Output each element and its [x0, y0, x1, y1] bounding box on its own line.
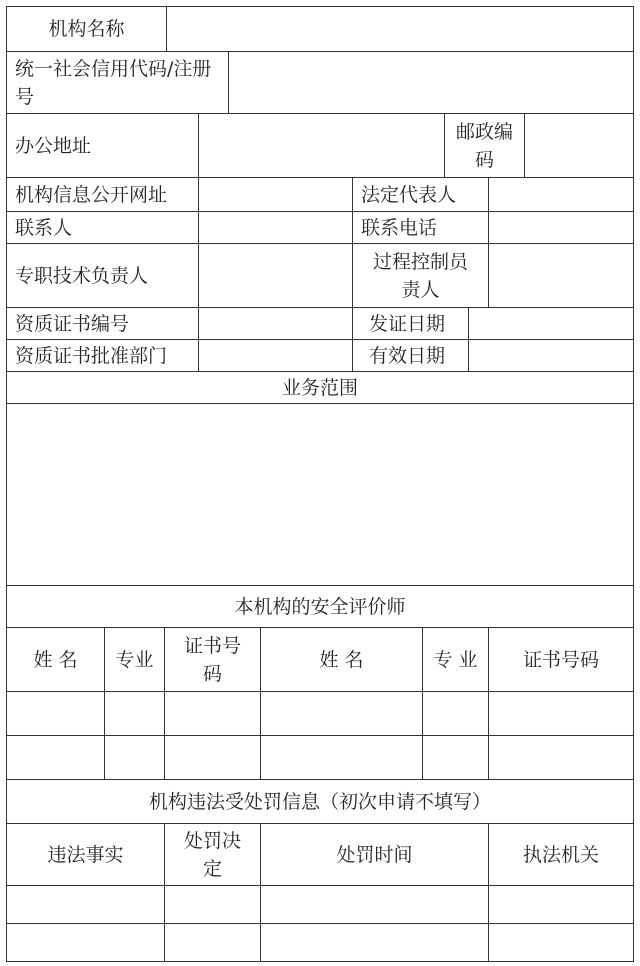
credit-code-label: 统一社会信用代码/注册号: [7, 52, 229, 114]
assessor-cell[interactable]: [489, 736, 633, 780]
assessors-title: 本机构的安全评价师: [7, 586, 633, 628]
valid-date-value[interactable]: [469, 340, 633, 372]
penalty-cell[interactable]: [7, 924, 165, 961]
assessor-col-major: 专业: [105, 628, 165, 692]
valid-date-label: 有效日期: [353, 340, 469, 372]
org-name-value[interactable]: [167, 7, 633, 52]
process-control-value[interactable]: [489, 244, 633, 308]
contact-label: 联系人: [7, 212, 199, 244]
business-scope-title: 业务范围: [7, 372, 633, 404]
approval-dept-value[interactable]: [199, 340, 353, 372]
postal-code-label: 邮政编码: [445, 114, 525, 178]
penalty-col-decision: 处罚决定: [165, 824, 261, 886]
assessor-cell[interactable]: [105, 736, 165, 780]
assessor-cell[interactable]: [105, 692, 165, 736]
office-address-value[interactable]: [199, 114, 445, 178]
assessor-col-cert-no-2: 证书号码: [489, 628, 633, 692]
penalty-cell[interactable]: [165, 886, 261, 924]
phone-label: 联系电话: [353, 212, 489, 244]
penalty-cell[interactable]: [165, 924, 261, 961]
penalty-cell[interactable]: [489, 924, 633, 961]
penalty-col-time: 处罚时间: [261, 824, 489, 886]
org-name-label: 机构名称: [7, 7, 167, 52]
legal-rep-value[interactable]: [489, 178, 633, 212]
penalty-cell[interactable]: [7, 886, 165, 924]
assessor-cell[interactable]: [165, 692, 261, 736]
registration-form: [6, 6, 634, 962]
website-label: 机构信息公开网址: [7, 178, 199, 212]
assessor-cell[interactable]: [261, 692, 423, 736]
cert-number-label: 资质证书编号: [7, 308, 199, 340]
business-scope-content[interactable]: [7, 404, 633, 586]
assessor-cell[interactable]: [423, 692, 489, 736]
tech-lead-value[interactable]: [199, 244, 353, 308]
website-value[interactable]: [199, 178, 353, 212]
penalty-cell[interactable]: [489, 886, 633, 924]
assessor-col-name: 姓 名: [7, 628, 105, 692]
assessor-cell[interactable]: [489, 692, 633, 736]
issue-date-label: 发证日期: [353, 308, 469, 340]
penalty-col-facts: 违法事实: [7, 824, 165, 886]
approval-dept-label: 资质证书批准部门: [7, 340, 199, 372]
penalty-cell[interactable]: [261, 924, 489, 961]
assessor-cell[interactable]: [261, 736, 423, 780]
assessor-col-major-2: 专 业: [423, 628, 489, 692]
cert-number-value[interactable]: [199, 308, 353, 340]
process-control-label: 过程控制员责人: [353, 244, 489, 308]
assessor-cell[interactable]: [7, 736, 105, 780]
penalty-cell[interactable]: [261, 886, 489, 924]
penalties-title: 机构违法受处罚信息（初次申请不填写）: [7, 780, 633, 824]
assessor-cell[interactable]: [423, 736, 489, 780]
issue-date-value[interactable]: [469, 308, 633, 340]
assessor-cell[interactable]: [165, 736, 261, 780]
contact-value[interactable]: [199, 212, 353, 244]
assessor-cell[interactable]: [7, 692, 105, 736]
penalty-col-authority: 执法机关: [489, 824, 633, 886]
office-address-label: 办公地址: [7, 114, 199, 178]
tech-lead-label: 专职技术负责人: [7, 244, 199, 308]
assessor-col-cert-no: 证书号码: [165, 628, 261, 692]
legal-rep-label: 法定代表人: [353, 178, 489, 212]
phone-value[interactable]: [489, 212, 633, 244]
postal-code-value[interactable]: [525, 114, 633, 178]
credit-code-value[interactable]: [229, 52, 633, 114]
assessor-col-name-2: 姓 名: [261, 628, 423, 692]
